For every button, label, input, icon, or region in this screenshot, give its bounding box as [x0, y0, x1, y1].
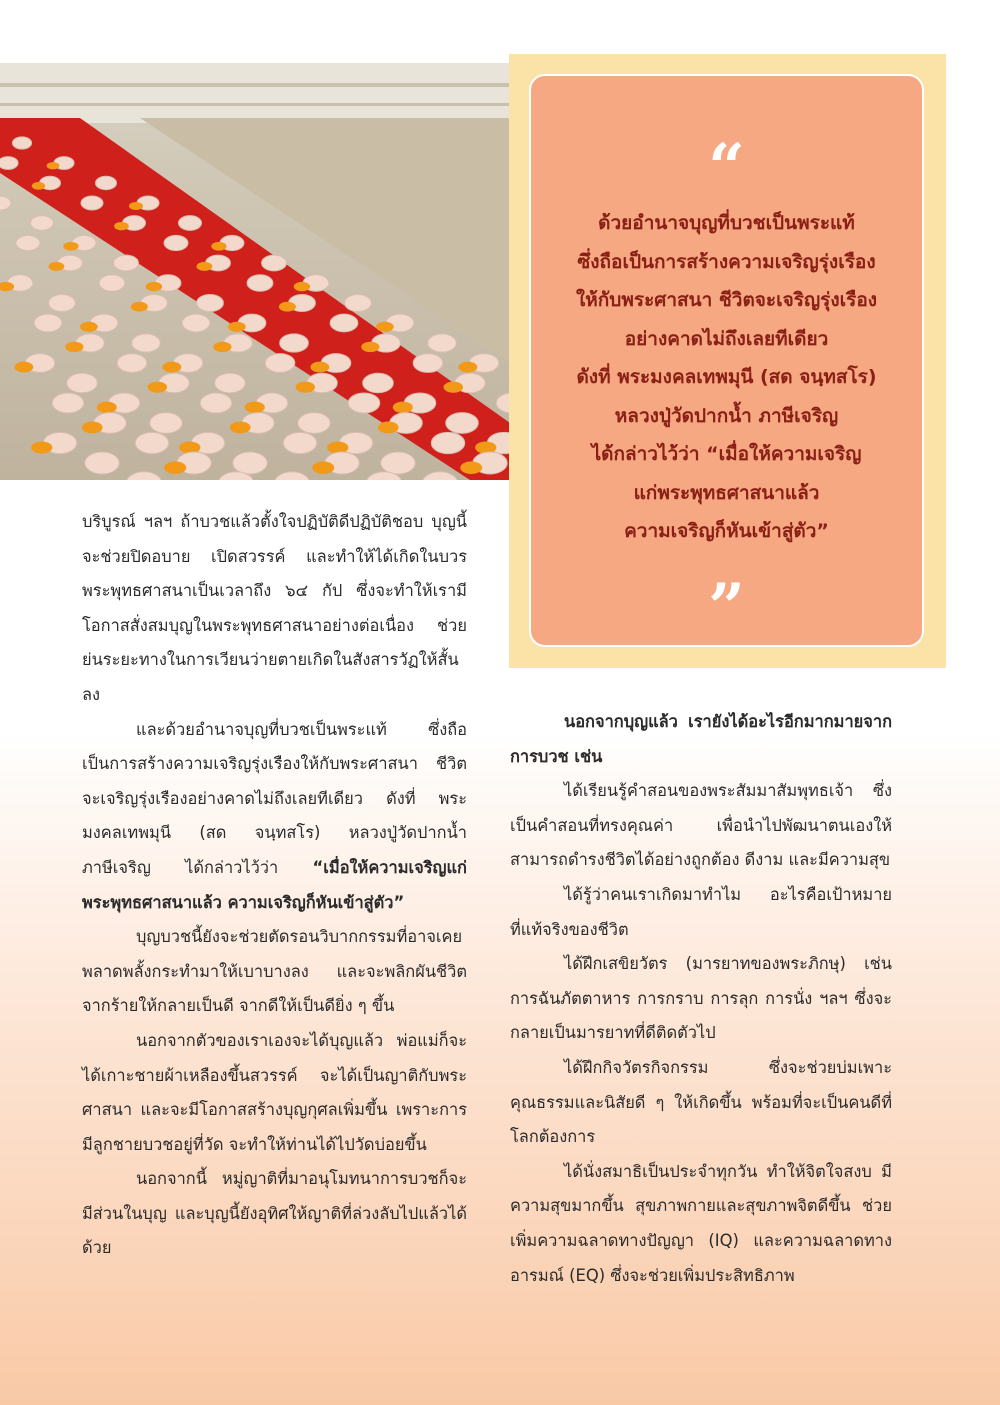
quote-line: หลวงปู่วัดปากน้ำ ภาษีเจริญ	[614, 404, 839, 427]
section-heading: นอกจากบุญแล้ว เรายังได้อะไรอีกมากมายจากการบวช เช่น	[510, 712, 892, 766]
paragraph-text: และด้วยอำนาจบุญที่บวชเป็นพระแท้ ซึ่งถือเป็นการสร้างความเจริญรุ่งเรืองให้กับพระศาสนา ชีวิตจะเจริญรุ่งเรืองอย่างคาดไม่ถึงเลยทีเดียว ดังที่ พระมงคลเทพมุนี (สด จนฺทสโร) หลวงปู่วัดปากน้ำ ภาษีเจริญ ได้กล่าวไว้ว่า	[82, 719, 467, 877]
quote-line: ให้กับพระศาสนา ชีวิตจะเจริญรุ่งเรือง	[575, 289, 878, 311]
ceremony-photo	[0, 63, 510, 480]
quote-line: แก่พระพุทธศาสนาแล้ว	[633, 481, 820, 504]
quote-line: อย่างคาดไม่ถึงเลยทีเดียว	[624, 327, 829, 350]
quote-line: ซึ่งถือเป็นการสร้างความเจริญรุ่งเรือง	[577, 250, 876, 273]
paragraph: บริบูรณ์ ฯลฯ ถ้าบวชแล้วตั้งใจปฏิบัติดีปฏิบัติชอบ บุญนี้จะช่วยปิดอบาย เปิดสวรรค์ และทำให้ได้เกิดในบวรพระพุทธศาสนาเป็นเวลาถึง ๖๔ กัป ซึ่งจะทำให้เรามีโอกาสสั่งสมบุญในพระพุทธศาสนาอย่างต่อเนื่อง ช่วยย่นระยะทางในการเวียนว่ายตายเกิดในสังสารวัฏให้สั้นลง	[82, 512, 467, 704]
quote-panel	[509, 54, 946, 668]
paragraph: ได้เรียนรู้คำสอนของพระสัมมาสัมพุทธเจ้า ซึ่งเป็นคำสอนที่ทรงคุณค่า เพื่อนำไปพัฒนาตนเองให้สามารถดำรงชีวิตได้อย่างถูกต้อง ดีงาม และมีความสุข	[510, 781, 892, 870]
quote-box	[529, 74, 924, 647]
quote-line: ดังที่ พระมงคลเทพมุนี (สด จนฺทสโร)	[576, 366, 877, 388]
right-column	[510, 705, 892, 1293]
close-quote-mark: ”	[708, 570, 745, 645]
paragraph: ได้ฝึกกิจวัตรกิจกรรม ซึ่งจะช่วยบ่มเพาะคุณธรรมและนิสัยดี ๆ ให้เกิดขึ้น พร้อมที่จะเป็นคนดีที่โลกต้องการ	[510, 1057, 892, 1147]
quote-line: ได้กล่าวไว้ว่า “เมื่อให้ความเจริญ	[591, 443, 862, 465]
quote-line: ความเจริญก็หันเข้าสู่ตัว”	[624, 520, 829, 542]
quote-line: ด้วยอำนาจบุญที่บวชเป็นพระแท้	[598, 212, 855, 234]
paragraph: ได้ฝึกเสขิยวัตร (มารยาทของพระภิกษุ) เช่น การฉันภัตตาหาร การกราบ การลุก การนั่ง ฯลฯ ซึ่งจะกลายเป็นมารยาทที่ดีติดตัวไป	[510, 954, 892, 1043]
paragraph: บุญบวชนี้ยังจะช่วยตัดรอนวิบากกรรมที่อาจเคยพลาดพลั้งกระทำมาให้เบาบางลง และจะพลิกผันชีวิตจากร้ายให้กลายเป็นดี จากดีให้เป็นดียิ่ง ๆ ขึ้น	[82, 927, 467, 1016]
quoted-teaching: “เมื่อให้ความเจริญแก่พระพุทธศาสนาแล้ว ความเจริญก็หันเข้าสู่ตัว”	[82, 857, 467, 912]
paragraph: ได้นั่งสมาธิเป็นประจำทุกวัน ทำให้จิตใจสงบ มีความสุขมากขึ้น สุขภาพกายและสุขภาพจิตดีขึ้น ช่วยเพิ่มความฉลาดทางปัญญา (IQ) และความฉลาดทางอารมณ์ (EQ) ซึ่งจะช่วยเพิ่มประสิทธิภาพ	[510, 1161, 892, 1285]
paragraph: นอกจากนี้ หมู่ญาติที่มาอนุโมทนาการบวชก็จะมีส่วนในบุญ และบุญนี้ยังอุทิศให้ญาติที่ล่วงลับไปแล้วได้ด้วย	[82, 1169, 467, 1258]
paragraph	[82, 713, 467, 921]
open-quote-mark: “	[708, 130, 745, 205]
left-column	[82, 505, 467, 1266]
paragraph: นอกจากตัวของเราเองจะได้บุญแล้ว พ่อแม่ก็จะได้เกาะชายผ้าเหลืองขึ้นสวรรค์ จะได้เป็นญาติกับพระศาสนา และจะมีโอกาสสร้างบุญกุศลเพิ่มขึ้น เพราะการมีลูกชายบวชอยู่ที่วัด จะทำให้ท่านได้ไปวัดบ่อยขึ้น	[82, 1030, 467, 1154]
quote-text	[545, 204, 908, 551]
paragraph: ได้รู้ว่าคนเราเกิดมาทำไม อะไรคือเป้าหมายที่แท้จริงของชีวิต	[510, 884, 892, 939]
